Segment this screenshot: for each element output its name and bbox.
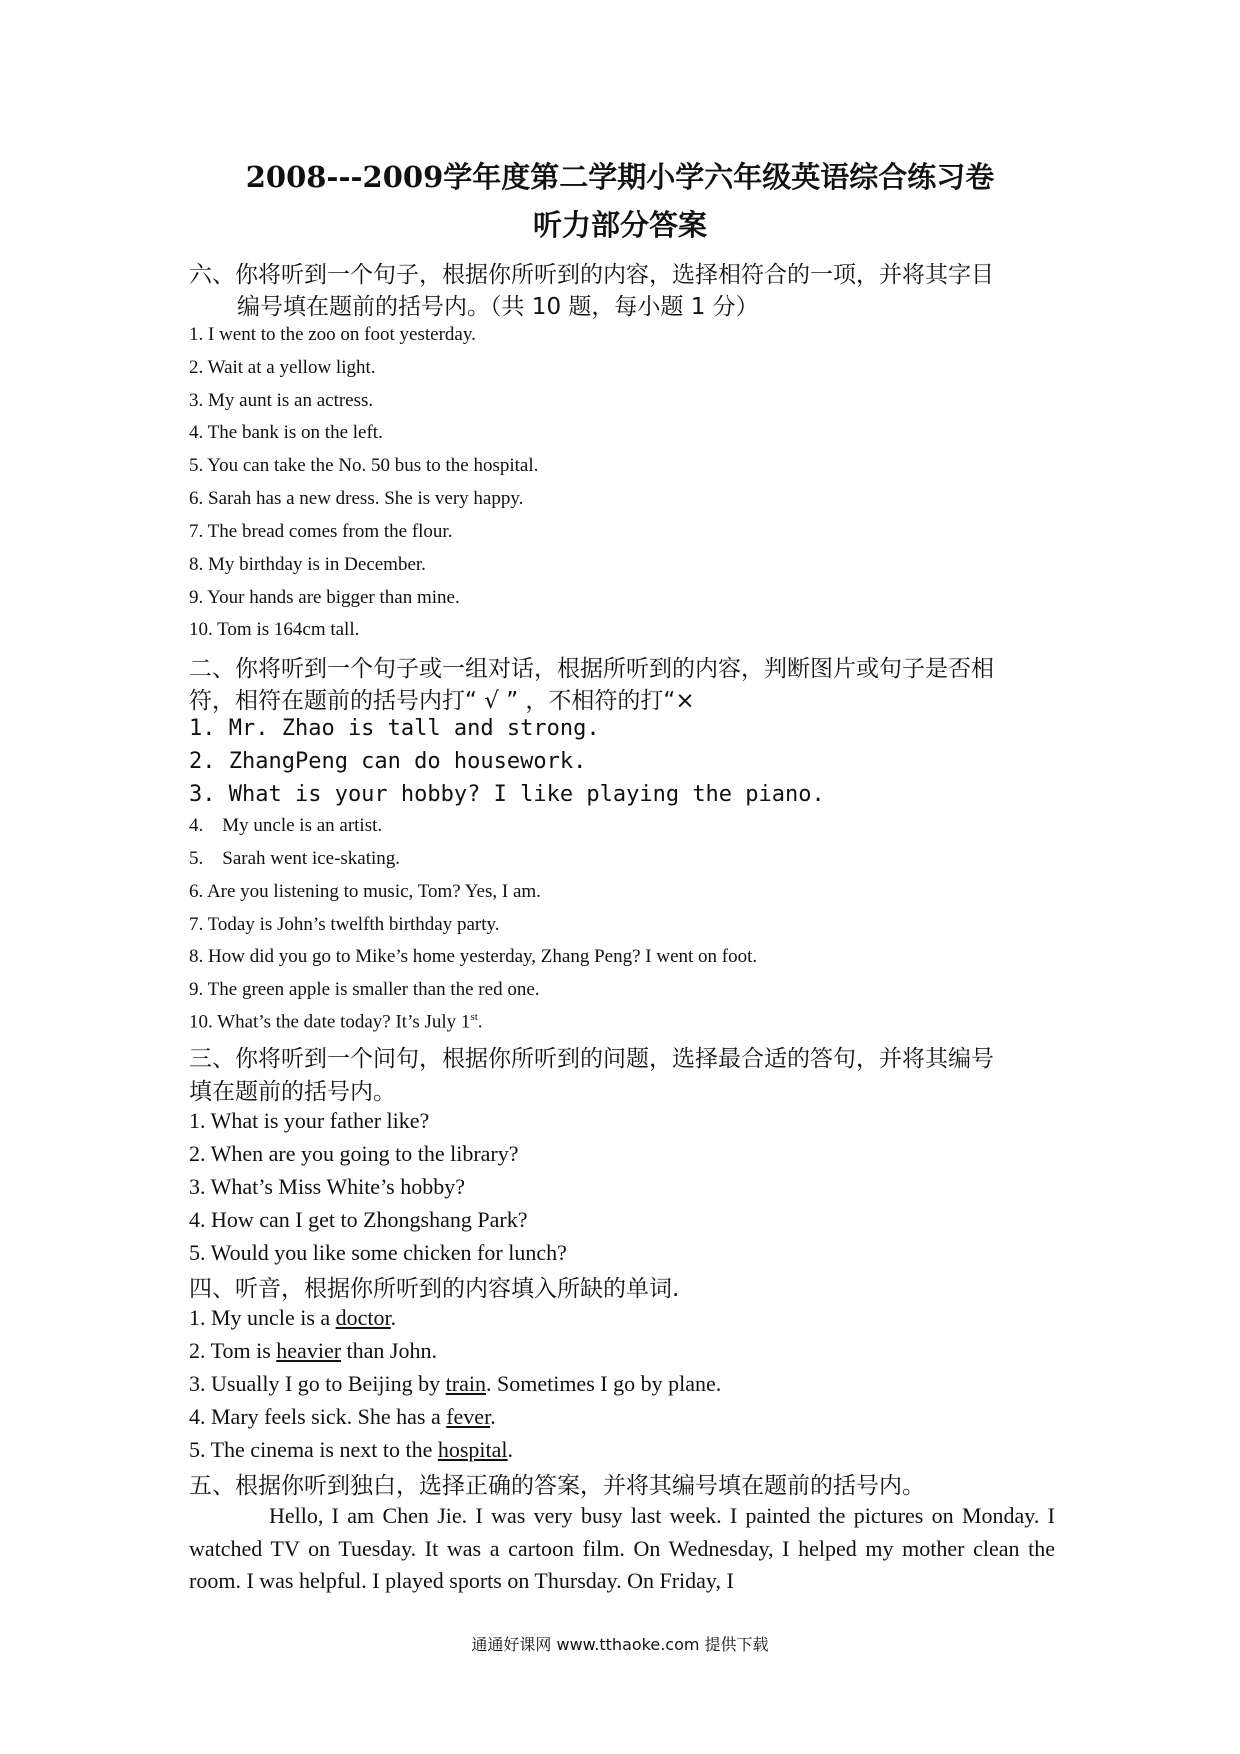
item-text: 2. Tom is xyxy=(189,1338,277,1363)
monologue-passage xyxy=(189,1500,1055,1598)
item-text: 1. My uncle is a xyxy=(189,1305,336,1330)
list-item: 2. When are you going to the library? xyxy=(189,1141,519,1166)
list-item: 7. The bread comes from the flour. xyxy=(189,521,453,542)
item-text: than John. xyxy=(341,1338,437,1363)
list-item xyxy=(189,1437,513,1463)
section-2-heading-line1: 二、你将听到一个句子或一组对话，根据所听到的内容，判断图片或句子是否相 xyxy=(189,656,994,682)
list-item: 1. Mr. Zhao is tall and strong. xyxy=(189,716,600,741)
list-item: 7. Today is John’s twelfth birthday party. xyxy=(189,914,500,935)
item-text: 4. Mary feels sick. She has a xyxy=(189,1404,447,1429)
answer-word: hospital xyxy=(437,1437,508,1462)
list-item: 4. How can I get to Zhongshang Park? xyxy=(189,1207,528,1232)
item-text: 5. The cinema is next to the xyxy=(189,1437,438,1462)
section-3-heading-line2: 填在题前的括号内。 xyxy=(189,1079,396,1105)
section-3-heading-line1: 三、你将听到一个问句，根据你所听到的问题，选择最合适的答句，并将其编号 xyxy=(189,1046,994,1072)
item-text: . Sometimes I go by plane. xyxy=(485,1371,722,1396)
section-4-heading: 四、听音，根据你所听到的内容填入所缺的单词. xyxy=(189,1276,680,1302)
answer-word: heavier xyxy=(276,1338,342,1363)
section-6-heading-line2: 编号填在题前的括号内。（共 10 题，每小题 1 分） xyxy=(237,294,759,320)
footer-text: 通通好课网 www.tthaoke.com 提供下载 xyxy=(471,1635,769,1654)
list-item: 9. Your hands are bigger than mine. xyxy=(189,587,460,608)
list-item xyxy=(189,1305,396,1331)
list-item: 3. What’s Miss White’s hobby? xyxy=(189,1174,466,1199)
document-subtitle: 听力部分答案 xyxy=(532,208,707,242)
list-item: 2. Wait at a yellow light. xyxy=(189,357,376,378)
section-5-heading: 五、根据你听到独白，选择正确的答案，并将其编号填在题前的括号内。 xyxy=(189,1473,925,1499)
list-item xyxy=(189,1011,483,1033)
document-title: 2008---2009学年度第二学期小学六年级英语综合练习卷 xyxy=(245,160,995,194)
list-item: 1. What is your father like? xyxy=(189,1108,430,1133)
list-item: 6. Are you listening to music, Tom? Yes, I am. xyxy=(189,881,541,902)
list-item: 3. What is your hobby? I like playing the piano. xyxy=(189,782,825,807)
list-item: 10. Tom is 164cm tall. xyxy=(189,619,360,640)
list-item: 6. Sarah has a new dress. She is very happy. xyxy=(189,488,524,509)
list-item: 1. I went to the zoo on foot yesterday. xyxy=(189,324,476,345)
item-text: 10. What’s the date today? It’s July 1 xyxy=(189,1011,471,1033)
item-text: . xyxy=(507,1437,514,1462)
section-6-heading-line1: 六、你将听到一个句子，根据你所听到的内容，选择相符合的一项，并将其字目 xyxy=(189,262,994,288)
list-item: 2. ZhangPeng can do housework. xyxy=(189,749,587,774)
passage-text: Hello, I am Chen Jie. I was very busy last week. I painted the pictures on Monday. I watched TV on Tuesday. It was a cartoon film. On Wednesday, I helped my mother clean the room. I was helpful. I played sports on Thursday. On Friday, I xyxy=(189,1503,1055,1593)
ordinal-suffix: st xyxy=(470,1011,478,1023)
item-text: . xyxy=(490,1404,496,1429)
item-text: 3. Usually I go to Beijing by xyxy=(189,1371,446,1396)
section-2-heading-line2: 符，相符在题前的括号内打“ √ ” ，不相符的打“× xyxy=(189,688,695,714)
list-item: 4. My uncle is an artist. xyxy=(189,815,383,836)
list-item: 5. Sarah went ice-skating. xyxy=(189,848,401,869)
list-item xyxy=(189,1338,437,1364)
list-item: 8. How did you go to Mike’s home yesterday, Zhang Peng? I went on foot. xyxy=(189,946,758,967)
list-item xyxy=(189,1404,496,1430)
answer-word: doctor xyxy=(335,1305,391,1330)
list-item: 8. My birthday is in December. xyxy=(189,554,426,575)
list-item: 4. The bank is on the left. xyxy=(189,422,383,443)
list-item: 5. Would you like some chicken for lunch? xyxy=(189,1240,567,1265)
list-item: 9. The green apple is smaller than the red one. xyxy=(189,979,540,1000)
list-item: 3. My aunt is an actress. xyxy=(189,390,374,411)
item-text: . xyxy=(390,1305,397,1330)
answer-word: train xyxy=(445,1371,486,1396)
list-item: 5. You can take the No. 50 bus to the hospital. xyxy=(189,455,539,476)
item-end: . xyxy=(477,1011,483,1033)
list-item xyxy=(189,1371,721,1397)
answer-word: fever xyxy=(446,1404,491,1429)
